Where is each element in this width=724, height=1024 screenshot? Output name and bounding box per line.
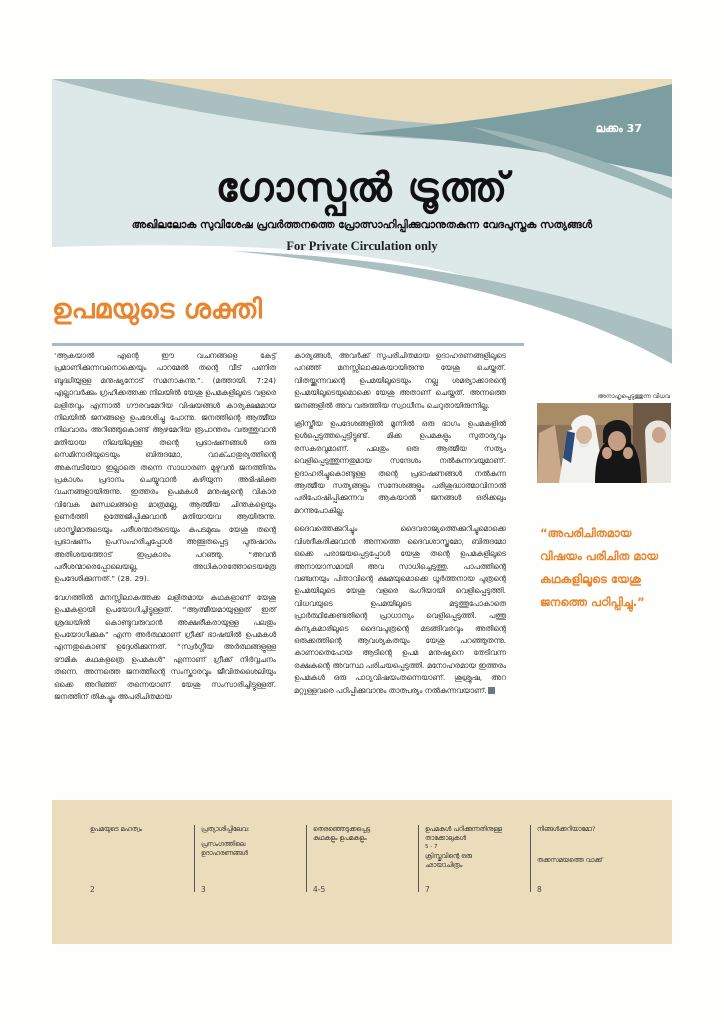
article-paragraph: ക്രിസ്തീയ ഉപദേശങ്ങളിൽ മൂന്നിൽ ഒരു ഭാഗം ഉപമകളിൽ ഉൾപ്പെടുത്തപ്പെട്ടിട്ടുണ്ട്. മിക്ക ഉപമകളും സുതാര്യവും രസകരവുമാണ്. പലതും ഒരു ആത്മീയ സത്യം വെളിപ്പെടുത്തുന്നതുമായ സന്ദേശം നൽകുന്നവയുമാണ്. ഉദാഹരിച്ചുകൊണ്ടുള്ള തന്റെ പ്രഭാഷണങ്ങൾ നൽകുന്ന ആത്മീയ സത്യങ്ങളും സന്ദേശങ്ങളും പരിശുദ്ധാത്മാവിനാൽ പരിപോഷിപ്പിക്കുന്നവ ആകയാൽ ജനങ്ങൾ ഒരിക്കലും മറന്നുപോകില്ല.	[294, 419, 506, 515]
toc-item-title: ക്രിസ്തുവിന്റെ ഒരു ഛായാചിത്രം	[425, 853, 472, 869]
toc-item-title: ഉപമകൾ പഠിക്കുന്നതിനുള്ള താക്കോലുകൾ	[425, 826, 502, 842]
toc-page-number: 7	[425, 885, 430, 894]
article-column-2	[294, 350, 506, 703]
title-divider	[52, 343, 524, 346]
toc-item-subpages: 5 - 7	[425, 844, 438, 850]
toc-item[interactable]	[418, 825, 525, 892]
toc-item-title: ഉപമയുടെ മഹത്വം	[90, 826, 143, 833]
article-paragraph	[294, 523, 506, 697]
table-of-contents	[52, 800, 672, 944]
article-paragraph: വേഗത്തിൽ മനസ്സിലാകത്തക്ക ലളിതമായ കഥകളാണ് യേശു ഉപമകളായി ഉപയോഗിച്ചിട്ടുള്ളത്. “ആത്മീയമായുള്ളത് ഇത് ശ്രദ്ധയിൽ കൊണ്ടുവരുവാൻ അക്ഷരീകരായുള്ള പലതും ഉപയോഗിക്കുക” എന്ന അർത്ഥമാണ് ഗ്രീക്ക് ഭാഷയിൽ ഉപമകൾ എന്നതുകൊണ്ട് ഉദ്ദേശിക്കുന്നത്. “സ്വർഗ്ഗീയ അർത്ഥങ്ങളുള്ള ഭൗമിക കഥകളത്രെ ഉപമകൾ” എന്നാണ് ഗ്രീക്ക് നിർവ്വചനം തന്നെ. അന്നത്തെ ജനത്തിന്റെ സംസ്കാരവും ജീവിതശൈലിയും ഒക്കെ അറിഞ്ഞ് തന്നെയാണ് യേശു സംസാരിച്ചിട്ടുള്ളത്. ജനത്തിന് തികച്ചും അപരിചിതമായ	[54, 592, 276, 701]
article-column-1	[54, 350, 276, 709]
toc-item[interactable]	[530, 825, 647, 892]
end-of-article-mark	[488, 687, 495, 694]
toc-item-title: തെരഞ്ഞെടുക്കപ്പെട്ട കഥകളും ഉപമകളും	[313, 826, 371, 842]
publication-tagline: അഖിലലോക സുവിശേഷ പ്രവർത്തനത്തെ പ്രോത്സാഹിപ്പിക്കുവാനുതകുന്ന വേദപുസ്തക സത്യങ്ങൾ	[131, 219, 593, 231]
toc-page-number: 2	[90, 885, 95, 894]
toc-page-number: 3	[201, 885, 206, 894]
article-photo	[537, 403, 671, 483]
toc-item-title: നിങ്ങൾക്കറിയാമോ?	[537, 826, 596, 833]
photo-caption: അനാഹൃപ്പെടുത്തുന്ന വിധവ	[597, 393, 670, 400]
article-paragraph: കാര്യങ്ങൾ, അവർക്ക് സുപരിചിതമായ ഉദാഹരണങ്ങളിലൂടെ പറഞ്ഞ് മനസ്സിലാക്കുകയായിരുന്നു യേശു ചെയ്തത്. വിതയ്ക്കുന്നവന്റെ ഉപമയിലൂടെയും നല്ല ശമര്യാക്കാരന്റെ ഉപമയിലൂടെയുമൊക്കെ യേശു അതാണ് ചെയ്തത്. അന്നത്തെ ജനങ്ങളിൽ അവ വരുത്തിയ സ്വാധീനം ചെറുതായിരുന്നില്ല.	[294, 351, 506, 410]
toc-item[interactable]	[90, 825, 190, 892]
article-paragraph-text: ദൈവത്തെക്കുറിച്ചും ദൈവരാജ്യത്തെക്കുറിച്ചുമൊക്കെ വിശദീകരിക്കുവാൻ അന്നത്തെ ദൈവശാസ്ത്രമോ, ബിരുദമോ ഒക്കെ പരാജയപ്പെട്ടപ്പോൾ യേശു തന്റെ ഉപമകളിലൂടെ അനായാസമായി അവ സാധിച്ചെടുത്തു. പാപത്തിന്റെ വഞ്ചനയും പിതാവിന്റെ ക്ഷമയുമൊക്കെ ധൂർത്തനായ പുത്രന്റെ ഉപമയിലൂടെ യേശു വളരെ ഭംഗിയായി വെളിപ്പെടുത്തി. വിധവയുടെ ഉപമയിലൂടെ മടുത്തുപോകാതെ പ്രാർത്ഥിക്കേണ്ടതിന്റെ പ്രാധാന്യം വെളിപ്പെടുത്തി. പത്തു കന്യകമാരിലൂടെ ദൈവപുത്രന്റെ മടങ്ങിവരവും അതിന്റെ ഒരുക്കത്തിന്റെ ആവശ്യകതയും യേശു പറഞ്ഞുതന്നു. കാണാതെപോയ ആടിന്റെ ഉപമ മനുഷ്യനെ തേടിവന്ന രക്ഷകന്റെ അവസ്ഥ പരിചയപ്പെടുത്തി. മനോഹരമായ ഇത്തരം ഉപമകൾ ഒരു പാഠ്യവിഷയംതന്നെയാണ്. ശുശ്രൂഷ, അറ മറ്റുള്ളവരെ പഠിപ്പിക്കുവാനും താത്പര്യം നൽകുന്നവയാണ്.	[294, 524, 506, 695]
pull-quote: “അപരിചിതമായ വിഷയം പരിചിത മായ കഥകളിലൂടെ യേശു ജനത്തെ പഠിപ്പിച്ചു.”	[540, 526, 659, 609]
photo-illustration	[537, 403, 671, 483]
toc-page-number: 8	[537, 885, 542, 894]
circulation-note: For Private Circulation only	[286, 239, 438, 253]
toc-item-title: പ്രസംഗത്തിലെ ഉദാഹരണങ്ങൾ	[201, 841, 248, 857]
toc-item-title: പ്രത്യാശിപ്പിലേവ:	[201, 826, 250, 833]
publication-title: ഗോസ്പൽ ട്രൂത്ത്	[215, 165, 509, 211]
article-title: ഉപമയുടെ ശക്തി	[52, 294, 262, 325]
article-paragraph: ‘ആകയാൽ എന്റെ ഈ വചനങ്ങളെ കേട്ട് പ്രമാണിക്കുന്നവനൊക്കെയും പാറമേൽ തന്റെ വീട് പണിത ബുദ്ധിയുള്ള മനുഷ്യനോട് സമനാകുന്നു.”. (മത്തായി. 7:24) എല്ലാവർക്കും ഗ്രഹിക്കത്തക്ക നിലയിൽ യേശു ഉപമകളിലൂടെ വളരെ ലളിതവും എന്നാൽ ഗൗരവമേറിയ വിഷയങ്ങൾ കാര്യക്ഷമമായ നിലയിൽ ജനങ്ങളെ ഉപദേശിച്ചു പോന്നു. ജനത്തിന്റെ ആത്മീയ നിലവാരം അറിഞ്ഞുകൊണ്ട് ആഴമേറിയ രൂപാന്തരം വരുത്തുവാൻ മതിയായ നിലയിലുള്ള തന്റെ പ്രഭാഷണങ്ങൾ ഒരു സെമിനാരിയുടെയും ബിരുദമോ, വാക്ചാതുര്യത്തിന്റെ അകമ്പടിയോ ഇല്ലാതെ തന്നെ സാധാരണ മുഴുവൻ ജനത്തിനും പ്രകാശം പ്രദാനം ചെയ്യുവാൻ കഴിയുന്ന അഭിഷിക്ത വചനങ്ങളായിരുന്നു. ഇത്തരം ഉപമകൾ മനുഷ്യന്റെ വികാര വിവേക മണ്ഡലങ്ങളെ മാത്രമല്ല, ആത്മീയ ചിന്തകളെയും ഉണർത്തി ഉത്തേജിപ്പിക്കുവാൻ മതിയായവ ആയിരുന്നു. ശാസ്ത്രിമാരുടെയും പരീശന്മാരുടെയും കപടമുഖം യേശു തന്റെ പ്രഭാഷണം ഉപസംഹരിച്ചപ്പോൾ അത്ഭുതപ്പെട്ട പുരുഷാരം അതിശയത്തോട് ഇപ്രകാരം പറഞ്ഞു. “അവൻ പരീശന്മാരെപ്പോലെയല്ല, അധികാരത്തോടെയത്രേ ഉപദേശിക്കുന്നത്.” (28. 29).	[54, 351, 276, 584]
toc-page-number: 4-5	[313, 885, 326, 894]
toc-item-title: തക്കസമയത്തെ വാക്ക്	[537, 857, 603, 864]
issue-number: ലക്കം 37	[595, 122, 642, 135]
toc-item[interactable]	[194, 825, 301, 892]
toc-item[interactable]	[306, 825, 413, 892]
